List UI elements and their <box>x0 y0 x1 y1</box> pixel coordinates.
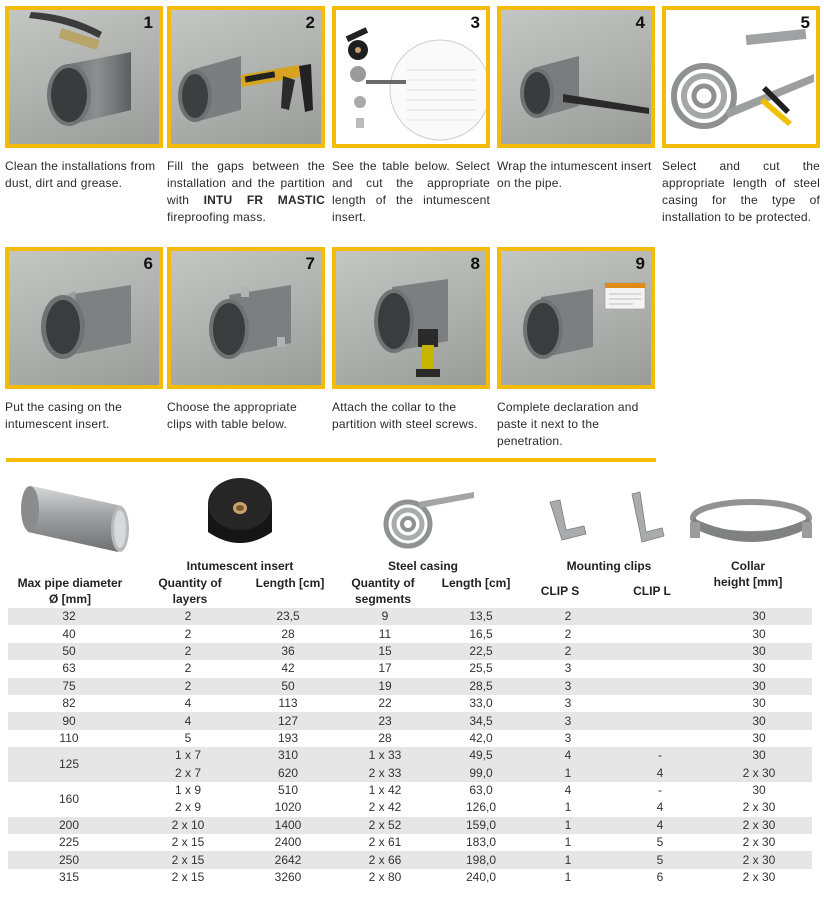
collar-image <box>688 494 814 552</box>
table-row: 50 2 36 15 22,5 2 30 <box>8 643 812 660</box>
steel-casing-roll-image <box>380 488 476 550</box>
header-quantity-of-layers: Quantity of layers <box>158 576 222 606</box>
step-5 <box>662 6 820 226</box>
data-table <box>8 608 812 886</box>
table-row: 2 x 7 620 2 x 33 99,0 1 4 2 x 30 <box>8 765 812 782</box>
clip-l-image <box>622 490 668 552</box>
table-row: 250 2 x 15 2642 2 x 66 198,0 1 5 2 x 30 <box>8 851 812 868</box>
header-intumescent-insert: Intumescent insert <box>186 559 294 573</box>
table-row: 200 2 x 10 1400 2 x 52 159,0 1 4 2 x 30 <box>8 817 812 834</box>
step-4 <box>497 6 655 192</box>
step-7-image <box>167 247 325 389</box>
header-clip-s: CLIP S <box>540 584 580 598</box>
header-mounting-clips: Mounting clips <box>566 559 652 573</box>
steel-casing-cut-illustration <box>666 10 816 144</box>
table-selection-illustration <box>336 10 486 144</box>
pipe-casing-illustration <box>9 251 159 385</box>
step-8 <box>332 247 490 433</box>
table-row: 110 5 193 28 42,0 3 30 <box>59 730 766 745</box>
step-4-image <box>497 6 655 148</box>
table-row: 2 x 9 1020 2 x 42 126,0 1 4 2 x 30 <box>174 800 776 815</box>
yellow-divider <box>6 458 656 462</box>
step-9-caption: Complete declaration and paste it next to the penetration. <box>497 400 639 448</box>
step-number: 2 <box>305 13 315 32</box>
header-steel-casing: Steel casing <box>387 559 459 573</box>
step-number: 7 <box>305 254 315 273</box>
step-9 <box>497 247 655 450</box>
step-4-caption: Wrap the intumescent insert on the pipe. <box>497 159 652 190</box>
header-casing-length: Length [cm] <box>441 576 511 590</box>
step-1-image <box>5 6 163 148</box>
header-quantity-of-segments: Quantity of segments <box>351 576 415 606</box>
table-row: 125 1 x 7 310 1 x 33 49,5 4 - 30 <box>8 747 812 764</box>
pipe-product-image <box>18 472 136 558</box>
header-insert-length: Length [cm] <box>255 576 325 590</box>
pipe-drill-illustration <box>336 251 486 385</box>
pipe-mastic-gun-illustration <box>171 10 321 144</box>
step-number: 4 <box>635 13 645 32</box>
intumescent-roll-image <box>200 474 280 556</box>
table-row: 75 2 50 19 28,5 3 30 <box>8 678 812 695</box>
table-row: 160 1 x 9 510 1 x 42 63,0 4 - 30 <box>58 783 766 806</box>
step-number: 8 <box>470 254 480 273</box>
table-row: 225 2 x 15 2400 2 x 61 183,0 1 5 2 x 30 <box>58 835 776 850</box>
pipe-clips-illustration <box>171 251 321 385</box>
step-7 <box>167 247 325 433</box>
header-max-pipe: Max pipe diameter Ø [mm] <box>17 576 123 606</box>
step-1 <box>5 6 163 192</box>
step-number: 5 <box>800 13 810 32</box>
step-3-caption: See the table below. Select and cut the appropriate length of the intumescent insert. <box>332 159 490 224</box>
table-row: 63 2 42 17 25,5 3 30 <box>62 661 766 676</box>
table-row: 90 4 127 23 34,5 3 30 <box>8 712 812 729</box>
step-3-image <box>332 6 490 148</box>
step-number: 6 <box>143 254 153 273</box>
table-row: 82 4 113 22 33,0 3 30 <box>62 696 766 711</box>
step-6-caption: Put the casing on the intumescent insert. <box>5 400 122 431</box>
header-collar-height: Collar height [mm] <box>713 559 783 589</box>
step-number: 3 <box>470 13 480 32</box>
pipe-declaration-illustration <box>501 251 651 385</box>
step-number: 9 <box>635 254 645 273</box>
pipe-wrap-illustration <box>501 10 651 144</box>
header-clip-l: CLIP L <box>633 584 671 598</box>
table-row: 40 2 28 11 16,5 2 30 <box>62 626 766 641</box>
step-2-caption: Fill the gaps between the installation and the partition with INTU FR MASTIC fireproofing mass. <box>167 159 325 224</box>
clip-s-image <box>542 496 588 552</box>
step-number: 1 <box>143 13 153 32</box>
step-6-image <box>5 247 163 389</box>
step-3 <box>332 6 490 226</box>
step-1-caption: Clean the installations from dust, dirt and grease. <box>5 159 156 190</box>
table-row: 32 2 23,5 9 13,5 2 30 <box>8 608 812 625</box>
step-5-image <box>662 6 820 148</box>
step-2-image <box>167 6 325 148</box>
step-2 <box>167 6 325 226</box>
step-9-image <box>497 247 655 389</box>
table-row: 315 2 x 15 3260 2 x 80 240,0 1 6 2 x 30 <box>58 870 776 885</box>
step-8-caption: Attach the collar to the partition with steel screws. <box>332 400 478 431</box>
step-6 <box>5 247 163 433</box>
step-5-caption: Select and cut the appropriate length of steel casing for the type of installation to be protected. <box>662 159 820 224</box>
step-7-caption: Choose the appropriate clips with table below. <box>167 400 297 431</box>
step-8-image <box>332 247 490 389</box>
pipe-brush-illustration <box>9 10 159 144</box>
